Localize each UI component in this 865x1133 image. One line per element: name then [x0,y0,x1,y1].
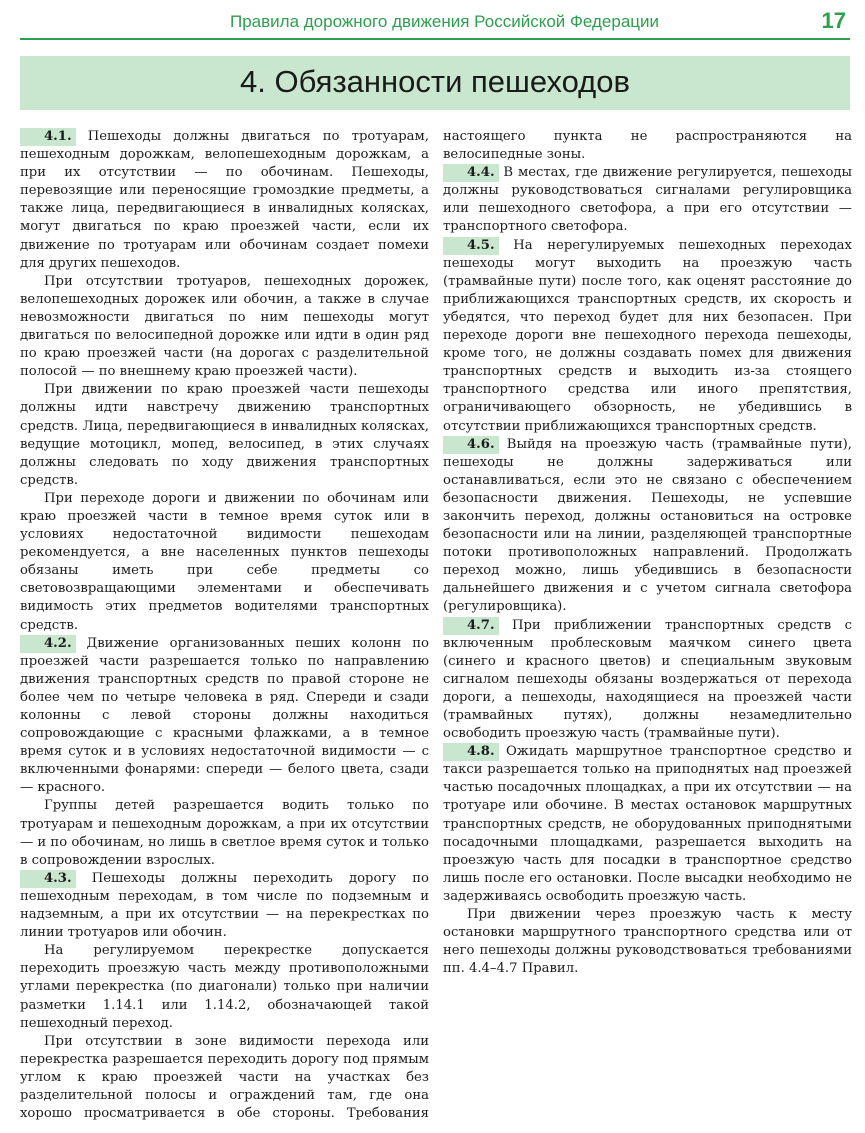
paragraph-text: В местах, где движение регулируется, пешеходы должны руководствоваться сигналами регулировщика или пешеходного светофора, а при его отсутствии — транспортного светофора. [443,165,852,235]
clause-number: 4.3. [20,870,76,888]
clause-number: 4.7. [443,617,499,635]
paragraph-text: Группы детей разрешается водить только по тротуарам и пешеходным дорожкам, а при их отсутствии — и по обочинам, но лишь в светлое время суток и только в сопровождении взрослых. [20,798,429,868]
clause-number: 4.4. [443,164,499,182]
paragraph [443,436,852,617]
paragraph-text: При движении по краю проезжей части пешеходы должны идти навстречу движению транспортных средств. Лица, передвигающиеся в инвалидных колясках, ведущие мотоцикл, мопед, велосипед, в этих случаях должны следовать по ходу движения транспортных средств. [20,382,429,488]
paragraph-text: При переходе дороги и движении по обочинам или краю проезжей части в темное время суток или в условиях недостаточной видимости пешеходам рекомендуется, а вне населенных пунктов пешеходы обязаны иметь при себе предметы со световозвращающими элементами и обеспечивать видимость этих предметов водителями транспортных средств. [20,490,429,633]
paragraph-text: Пешеходы должны двигаться по тротуарам, пешеходным дорожкам, велопешеходным дорожкам, а при их отсутствии — по обочинам. Пешеходы, перевозящие или переносящие громоздкие предметы, а также лица, передвигающиеся в инвалидных колясках, могут двигаться по краю проезжей части, если их движение по тротуарам или обочинам создает помехи для других пешеходов. [20,129,429,271]
paragraph [20,128,429,273]
paragraph [443,164,852,236]
clause-number: 4.1. [20,128,76,146]
paragraph-text: На нерегулируемых пешеходных переходах пешеходы могут выходить на проезжую часть (трамвайные пути) после того, как оценят расстояние до приближающихся транспортных средств, их скорость и убедятся, что переход будет для них безопасен. При переходе дороги вне пешеходного перехода пешеходы, кроме того, не должны создавать помех для движения транспортных средств и выходить из-за стоящего транспортного средства или иного препятствия, ограничивающего обзорность, не убедившись в отсутствии приближающихся транспортных средств. [443,237,852,434]
article-body [20,128,852,1126]
paragraph [20,942,429,1032]
paragraph-text: На регулируемом перекрестке допускается переходить проезжую часть между противоположными углами перекрестка (по диагонали) только при наличии разметки 1.14.1 или 1.14.2, обозначающей такой пешеходный переход. [20,943,429,1031]
clause-number: 4.2. [20,635,76,653]
running-header [20,8,850,40]
paragraph [20,381,429,490]
paragraph [20,635,429,798]
clause-number: 4.5. [443,237,499,255]
paragraph [443,617,852,744]
paragraph-text: Движение организованных пеших колонн по проезжей части разрешается только по направлению движения транспортных средств по правой стороне не более чем по четыре человека в ряд. Спереди и сзади колонны с левой стороны должны находиться сопровождающие с красными флажками, а в темное время суток и в условиях недостаточной видимости — с включенными фонарями: спереди — белого цвета, сзади — красного. [20,635,429,796]
chapter-title: 4. Обязанности пешеходов [240,64,630,99]
paragraph-text: Ожидать маршрутное транспортное средство и такси разрешается только на приподнятых над проезжей частью посадочных площадках, а при их отсутствии — на тротуаре или обочине. В местах остановок маршрутных транспортных средств, не оборудованных приподнятыми посадочными площадками, разрешается выходить на проезжую часть для посадки в транспортное средство лишь после его остановки. После высадки необходимо не задерживаясь освободить проезжую часть. [443,744,852,904]
paragraph [20,870,429,942]
paragraph [443,743,852,906]
paragraph-text: Выйдя на проезжую часть (трамвайные пути), пешеходы не должны задерживаться или останавливаться, если это не связано с обеспечением безопасности движения. Пешеходы, не успевшие закончить переход, должны остановиться на островке безопасности или на линии, разделяющей транспортные потоки противоположных направлений. Продолжать переход можно, лишь убедившись в безопасности дальнейшего движения и с учетом сигнала светофора (регулировщика). [443,436,852,615]
paragraph-text: Пешеходы должны переходить дорогу по пешеходным переходам, в том числе по подземным и надземным, а при их отсутствии — на перекрестках по линии тротуаров или обочин. [20,870,429,941]
paragraph [20,797,429,869]
page-number: 17 [821,8,846,33]
clause-number: 4.6. [443,436,499,454]
paragraph [20,490,429,635]
paragraph-text: При отсутствии в зоне видимости перехода или перекрестка разрешается переходить дорогу под прямым углом к краю проезжей части на участках без разделительной полосы и ограждений там, где она хорошо просматривается в обе стороны. Требования настоящего пункта не распространяются на велосипедные зоны. [20,129,852,1122]
header-title: Правила дорожного движения Российской Федерации [230,12,660,31]
paragraph [443,906,852,978]
paragraph-text: При отсутствии тротуаров, пешеходных дорожек, велопешеходных дорожек или обочин, а также в случае невозможности двигаться по ним пешеходы могут двигаться по велосипедной дорожке или идти в один ряд по краю проезжей части (на дорогах с разделительной полосой — по внешнему краю проезжей части). [20,273,429,380]
paragraph [20,273,429,382]
clause-number: 4.8. [443,743,499,761]
paragraph-text: При приближении транспортных средств с включенным проблесковым маячком синего цвета (синего и красного цветов) и специальным звуковым сигналом пешеходы обязаны воздержаться от перехода дороги, а пешеходы, находящиеся на проезжей части (трамвайных путях), должны незамедлительно освободить проезжую часть (трамвайные пути). [443,617,852,742]
chapter-banner [20,56,850,110]
paragraph [443,237,852,436]
paragraph-text: При движении через проезжую часть к месту остановки маршрутного транспортного средства или от него пешеходы должны руководствоваться требованиями пп. 4.4–4.7 Правил. [443,907,852,977]
